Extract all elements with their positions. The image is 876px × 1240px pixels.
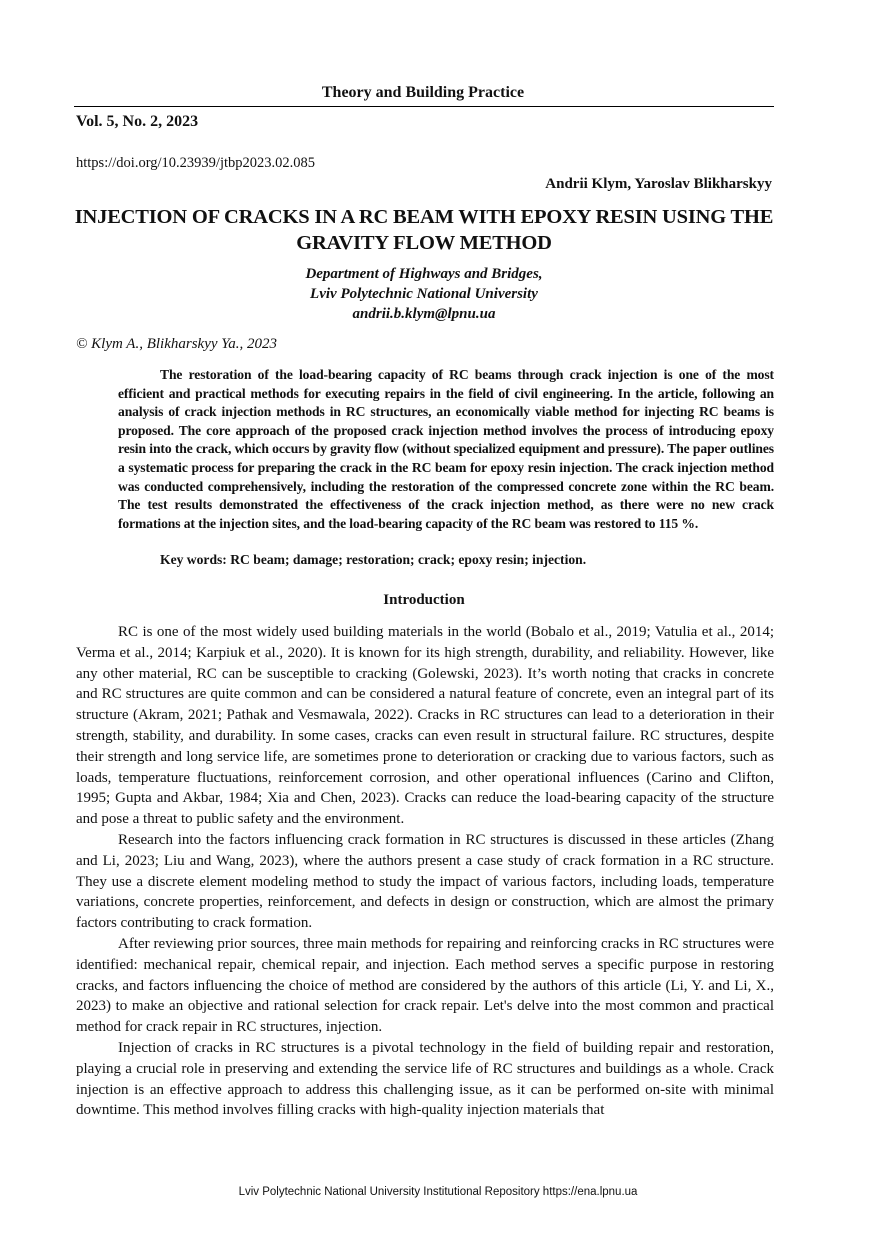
- paragraph: Research into the factors influencing crack formation in RC structures is discussed in these articles (Zhang and Li, 2023; Liu and Wang, 2023), where the authors present a case study of crack formation in a RC structure. They use a discrete element modeling method to study the impact of various factors, including loads, temperature variations, concrete properties, reinforcement, and defects in design or construction, which are almost the primary factors contributing to crack formation.: [76, 831, 774, 932]
- keywords: Key words: RC beam; damage; restoration; crack; epoxy resin; injection.: [160, 552, 587, 567]
- repository-footer: Lviv Polytechnic National University Institutional Repository https://ena.lpnu.ua: [238, 1186, 638, 1198]
- copyright-notice: © Klym A., Blikharskyy Ya., 2023: [76, 336, 277, 352]
- affiliation-university: Lviv Polytechnic National University: [310, 286, 538, 302]
- article-title: INJECTION OF CRACKS IN A RC BEAM WITH EPOXY RESIN USING THE GRAVITY FLOW METHOD: [74, 206, 774, 254]
- affiliation-department: Department of Highways and Bridges,: [305, 266, 543, 282]
- paragraph: RC is one of the most widely used building materials in the world (Bobalo et al., 2019; Vatulia et al., 2014; Verma et al., 2014; Karpiuk et al., 2020). It is known for its high strength, durability, and reliability. However, like any other material, RC can be susceptible to cracking (Golewski, 2023). It’s worth noting that cracks in concrete and RC structures are quite common and can be considered a natural feature of concrete, even an integral part of its structure (Akram, 2021; Pathak and Vesmawala, 2022). Cracks in RC structures can lead to a deterioration in their strength, stability, and durability. In some cases, cracks can even result in structural failure. RC structures, despite their strength and long service life, are sometimes prone to deterioration or cracking due to various factors, such as loads, temperature fluctuations, reinforcement corrosion, and other operational influences (Carino and Clifton, 1995; Gupta and Akbar, 1984; Xia and Chen, 2023). Cracks can reduce the load-bearing capacity of the structure and pose a threat to public safety and the environment.: [76, 624, 774, 828]
- affiliation: [74, 264, 774, 324]
- journal-name: Theory and Building Practice: [321, 84, 525, 101]
- paragraph: After reviewing prior sources, three main methods for repairing and reinforcing cracks in RC structures were identified: mechanical repair, chemical repair, and injection. Each method serves a specific purpose in restoring cracks, and factors influencing the choice of method are considered by the authors of this article (Li, Y. and Li, X., 2023) to make an objective and rational selection for crack repair. Let's delve into the most common and practical method for crack repair in RC structures, injection.: [76, 935, 774, 1036]
- header-rule: [74, 106, 774, 107]
- paragraph: Injection of cracks in RC structures is a pivotal technology in the field of building repair and restoration, playing a crucial role in preserving and extending the service life of RC structures and buildings as a whole. Crack injection is an effective approach to address this challenging issue, as it can be performed on-site with minimal downtime. This method involves filling cracks with high-quality injection materials that: [76, 1039, 774, 1119]
- abstract: The restoration of the load-bearing capacity of RC beams through crack injection is one of the most efficient and practical methods for executing repairs in the field of civil engineering. In the article, following an analysis of crack injection methods in RC structures, an economically viable method for injecting RC beams is proposed. The core approach of the proposed crack injection method involves the process of introducing epoxy resin into the crack, which occurs by gravity flow (without specialized equipment and pressure). The paper outlines a systematic process for preparing the crack in the RC beam for epoxy resin injection. The crack injection method was conducted comprehensively, including the restoration of the compressed concrete zone within the RC beam. The test results demonstrated the effectiveness of the crack injection method, as there were no new crack formations at the injection sites, and the load-bearing capacity of the RC beam was restored to 115 %.: [118, 367, 774, 531]
- author-email[interactable]: andrii.b.klym@lpnu.ua: [352, 306, 496, 322]
- introduction-body: [76, 622, 774, 1121]
- doi-link[interactable]: https://doi.org/10.23939/jtbp2023.02.085: [76, 155, 315, 171]
- section-heading-introduction: Introduction: [383, 592, 465, 608]
- volume-issue: Vol. 5, No. 2, 2023: [76, 113, 199, 130]
- authors: Andrii Klym, Yaroslav Blikharskyy: [545, 176, 772, 192]
